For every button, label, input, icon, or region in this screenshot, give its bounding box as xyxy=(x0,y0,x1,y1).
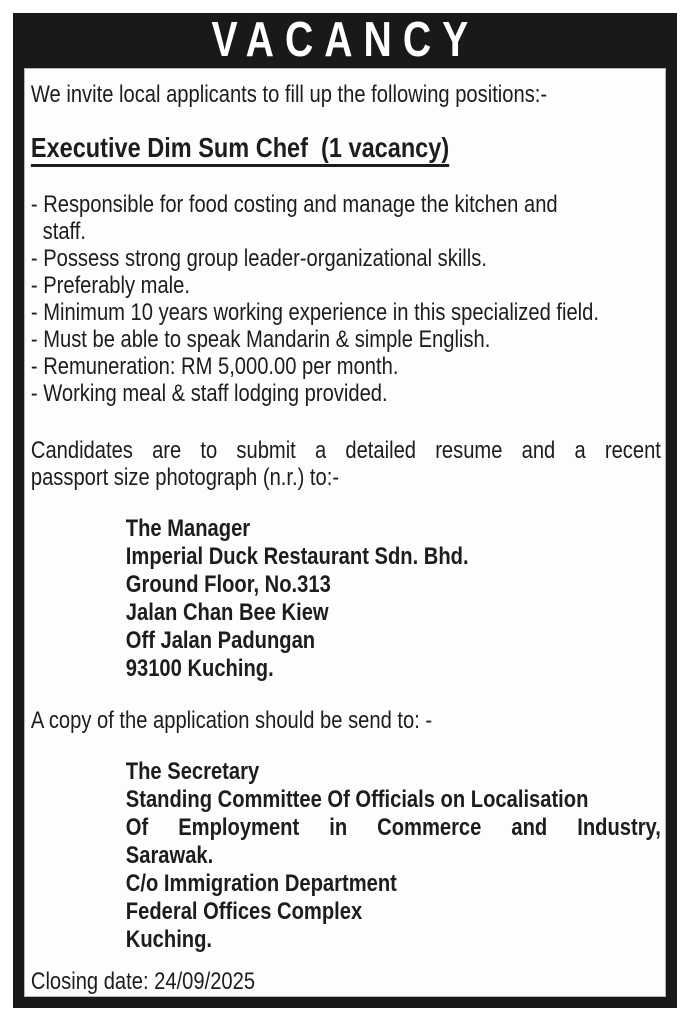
copy-note: A copy of the application should be send to: - xyxy=(30,707,433,734)
position-heading xyxy=(31,133,661,167)
requirement-line: staff. xyxy=(42,218,86,245)
address-line: Jalan Chan Bee Kiew xyxy=(125,599,329,626)
requirement-line: - Responsible for food costing and manage the kitchen and xyxy=(30,191,558,218)
requirement-line: - Possess strong group leader-organizational skills. xyxy=(30,245,487,272)
banner-title: VACANCY xyxy=(211,13,479,67)
address-line: Ground Floor, No.313 xyxy=(125,571,331,598)
address-line: Federal Offices Complex xyxy=(125,898,363,925)
banner-bar xyxy=(13,13,677,68)
content-panel xyxy=(24,68,666,997)
primary-recipient-address xyxy=(31,515,661,683)
requirement-line: - Preferably male. xyxy=(30,272,190,299)
address-line: Standing Committee Of Officials on Localisation xyxy=(125,786,589,813)
requirement-line: - Minimum 10 years working experience in this specialized field. xyxy=(30,299,599,326)
address-line: The Secretary xyxy=(125,758,260,785)
content-body xyxy=(25,81,666,995)
position-heading-text: Executive Dim Sum Chef (1 vacancy) xyxy=(31,133,449,167)
address-line: The Manager xyxy=(125,515,251,542)
address-line: Kuching. xyxy=(125,926,213,953)
intro-text: We invite local applicants to fill up the following positions:- xyxy=(30,81,548,108)
closing-date: Closing date: 24/09/2025 xyxy=(30,968,256,995)
address-line: Of Employment in Commerce and Industry, xyxy=(125,814,661,841)
address-line: 93100 Kuching. xyxy=(125,655,274,682)
address-line: Imperial Duck Restaurant Sdn. Bhd. xyxy=(125,543,469,570)
submit-paragraph xyxy=(31,437,661,491)
address-line: C/o Immigration Department xyxy=(125,870,397,897)
address-line: Off Jalan Padungan xyxy=(125,627,316,654)
requirement-line: - Must be able to speak Mandarin & simple English. xyxy=(30,326,491,353)
secondary-recipient-address xyxy=(31,758,661,954)
requirements-list xyxy=(31,191,661,407)
ad-frame xyxy=(13,13,677,1008)
requirement-line: - Working meal & staff lodging provided. xyxy=(30,380,388,407)
paragraph-line: passport size photograph (n.r.) to:- xyxy=(30,464,340,491)
address-line: Sarawak. xyxy=(125,842,214,869)
paragraph-line: Candidates are to submit a detailed resume and a recent xyxy=(30,437,661,464)
requirement-line: - Remuneration: RM 5,000.00 per month. xyxy=(30,353,399,380)
